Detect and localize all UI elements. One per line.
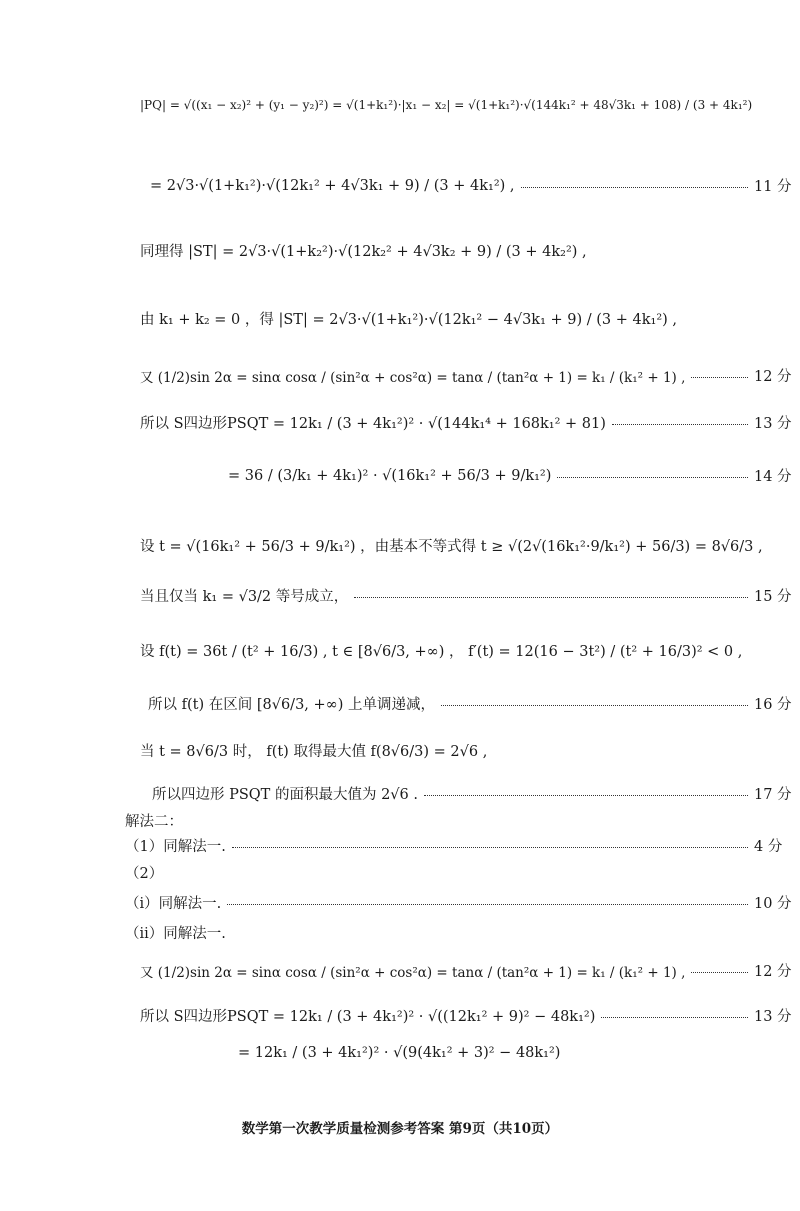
dot-leader (691, 972, 748, 973)
score-marker: 14 分 (754, 469, 792, 485)
substitution-t-inequality: 设 t = √(16k₁² + 56/3 + 9/k₁²) ，由基本不等式得 t ≥ √(2√(16k₁²·9/k₁²) + 56/3) = 8√6/3 , (140, 539, 763, 555)
score-marker: 17 分 (754, 787, 792, 803)
score-marker: 12 分 (754, 964, 792, 980)
part-2-ii-same: （ii）同解法一. (125, 926, 226, 942)
dot-leader (612, 424, 748, 425)
score-marker: 10 分 (754, 896, 792, 912)
score-marker: 16 分 (754, 697, 792, 713)
dot-leader (424, 795, 748, 796)
dot-leader (521, 187, 748, 188)
area-formula-method2: 所以 S四边形PSQT = 12k₁ / (3 + 4k₁²)² · √((12k₁² + 9)² − 48k₁²) (140, 1009, 596, 1025)
part-2-label: （2） (125, 866, 164, 882)
area-formula-rewritten: = 36 / (3/k₁ + 4k₁)² · √(16k₁² + 56/3 + 9/k₁²) (228, 467, 552, 484)
dot-leader (557, 477, 748, 478)
equality-condition: 当且仅当 k₁ = √3/2 等号成立， (140, 589, 349, 605)
monotonic-decreasing: 所以 f(t) 在区间 [8√6/3, +∞) 上单调递减， (148, 697, 436, 713)
dot-leader (441, 705, 748, 706)
dot-leader (232, 847, 748, 848)
score-marker: 12 分 (754, 369, 792, 385)
score-marker: 11 分 (754, 179, 792, 195)
st-length-formula: 同理得 |ST| = 2√3·√(1+k₂²)·√(12k₂² + 4√3k₂ + 9) / (3 + 4k₂²) , (140, 244, 587, 260)
dot-leader (601, 1017, 748, 1018)
page-footer: 数学第一次教学质量检测参考答案 第9页（共10页） (241, 1121, 559, 1137)
area-formula: 所以 S四边形PSQT = 12k₁ / (3 + 4k₁²)² · √(144k₁⁴ + 168k₁² + 81) (140, 416, 606, 432)
area-formula-method2-expanded: = 12k₁ / (3 + 4k₁²)² · √(9(4k₁² + 3)² − 48k₁²) (238, 1045, 561, 1061)
st-length-substituted: 由 k₁ + k₂ = 0 ，得 |ST| = 2√3·√(1+k₁²)·√(12k₁² − 4√3k₁ + 9) / (3 + 4k₁²) , (140, 312, 678, 328)
dot-leader (354, 597, 748, 598)
sin2alpha-identity-method2: 又 (1/2)sin 2α = sinα cosα / (sin²α + cos²α) = tanα / (tan²α + 1) = k₁ / (k₁² + 1) , (140, 964, 686, 981)
function-derivative: 设 f(t) = 36t / (t² + 16/3) , t ∈ [8√6/3, +∞) ， f′(t) = 12(16 − 3t²) / (t² + 16/3)² < 0 , (140, 644, 743, 660)
dot-leader (691, 377, 748, 378)
method-two-heading: 解法二： (125, 814, 183, 830)
part-1-same: （1）同解法一. (125, 839, 226, 855)
maximum-value: 当 t = 8√6/3 时， f(t) 取得最大值 f(8√6/3) = 2√6 , (140, 744, 488, 760)
score-marker: 15 分 (754, 589, 792, 605)
sin2alpha-identity: 又 (1/2)sin 2α = sinα cosα / (sin²α + cos²α) = tanα / (tan²α + 1) = k₁ / (k₁² + 1) , (140, 369, 686, 386)
dot-leader (227, 904, 748, 905)
score-marker: 4 分 (754, 839, 783, 855)
area-conclusion: 所以四边形 PSQT 的面积最大值为 2√6 . (152, 787, 418, 803)
pq-length-formula: |PQ| = √((x₁ − x₂)² + (y₁ − y₂)²) = √(1+k₁²)·|x₁ − x₂| = √(1+k₁²)·√(144k₁² + 48√3k₁ + 108) / (3 + 4k₁²) (140, 98, 753, 112)
score-marker: 13 分 (754, 416, 792, 432)
score-marker: 13 分 (754, 1009, 792, 1025)
pq-length-simplified: = 2√3·√(1+k₁²)·√(12k₁² + 4√3k₁ + 9) / (3 + 4k₁²) , (150, 177, 515, 194)
part-2-i-same: （i）同解法一. (125, 896, 222, 912)
